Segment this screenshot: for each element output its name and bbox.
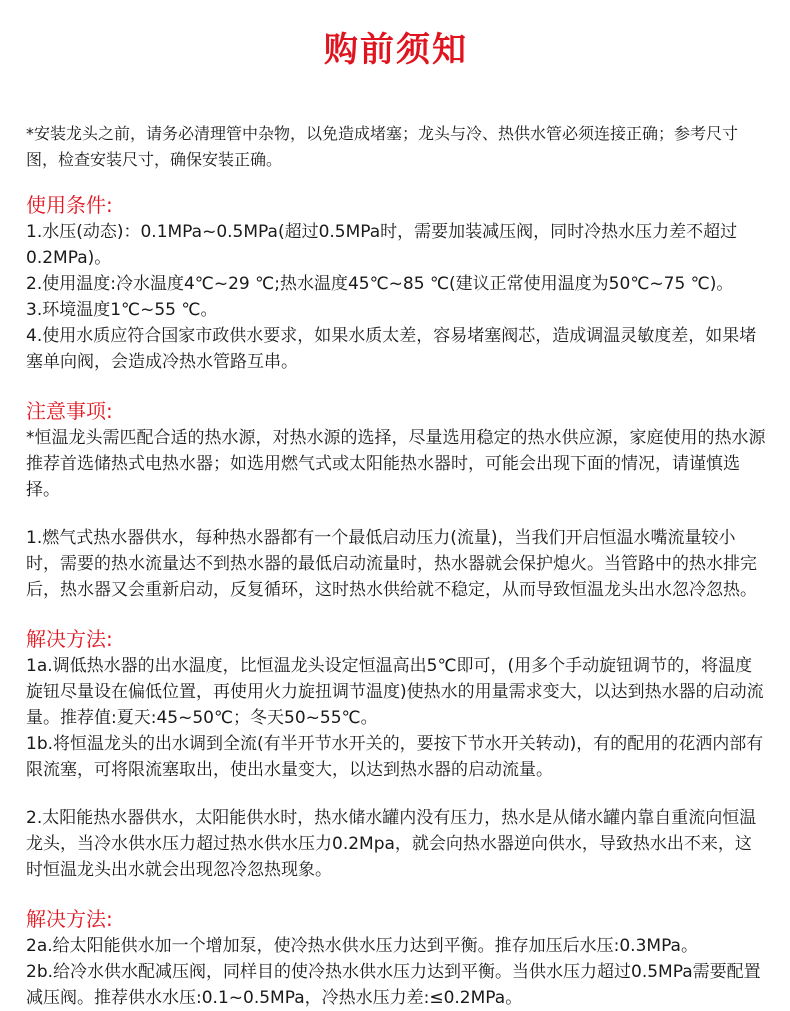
page-title: 购前须知 bbox=[324, 30, 468, 70]
usage-item: 4.使用水质应符合国家市政供水要求，如果水质太差，容易堵塞阀芯，造成调温灵敏度差，如果堵塞单向阀，会造成冷热水管路互串。 bbox=[26, 326, 757, 372]
usage-item: 3.环境温度1℃~55 ℃。 bbox=[26, 300, 218, 320]
notes-intro: *恒温龙头需匹配合适的热水源，对热水源的选择，尽量选用稳定的热水供应源，家庭使用的热水源推荐首选储热式电热水器；如选用燃气式或太阳能热水器时，可能会出现下面的情况，请谨慎选择。 bbox=[26, 428, 766, 500]
usage-heading: 使用条件: bbox=[26, 193, 113, 217]
solution1-heading: 解决方法: bbox=[26, 627, 113, 651]
solution2-item: 2b.给冷水供水配减压阀，同样目的使冷热水供水压力达到平衡。当供水压力超过0.5MPa需要配置减压阀。推荐供水水压:0.1~0.5MPa，冷热水压力差:≤0.2MPa。 bbox=[26, 962, 761, 1008]
solution2-heading: 解决方法: bbox=[26, 907, 113, 931]
usage-item: 1.水压(动态)：0.1MPa~0.5MPa(超过0.5MPa时，需要加装减压阀，同时冷热水压力差不超过0.2MPa)。 bbox=[26, 222, 738, 268]
notes-case-gas: 1.燃气式热水器供水，每种热水器都有一个最低启动压力(流量)，当我们开启恒温水嘴流量较小时，需要的热水流量达不到热水器的最低启动流量时，热水器就会保护熄火。当管路中的热水排完后，热水器又会重新启动，反复循环，这时热水供给就不稳定，从而导致恒温龙头出水忽冷忽热。 bbox=[26, 528, 757, 600]
intro-paragraph: *安装龙头之前，请务必清理管中杂物，以免造成堵塞；龙头与冷、热供水管必须连接正确；参考尺寸图，检查安装尺寸，确保安装正确。 bbox=[26, 124, 739, 169]
usage-item: 2.使用温度:冷水温度4℃~29 ℃;热水温度45℃~85 ℃(建议正常使用温度为50℃~75 ℃)。 bbox=[26, 274, 734, 294]
solution2-item: 2a.给太阳能供水加一个增加泵，使冷热水供水压力达到平衡。推存加压后水压:0.3MPa。 bbox=[26, 936, 698, 956]
notes-heading: 注意事项: bbox=[26, 399, 113, 423]
solution1-item: 1b.将恒温龙头的出水调到全流(有半开节水开关的，要按下节水开关转动)，有的配用的花洒内部有限流塞，可将限流塞取出，使出水量变大，以达到热水器的启动流量。 bbox=[26, 734, 764, 780]
solution1-item: 1a.调低热水器的出水温度，比恒温龙头设定恒温高出5℃即可，(用多个手动旋钮调节的，将温度旋钮尽量设在偏低位置，再使用火力旋扭调节温度)使热水的用量需求变大，以达到热水器的启动流量。推荐值:夏天:45~50℃；冬天50~55℃。 bbox=[26, 656, 764, 728]
notes-case-solar: 2.太阳能热水器供水，太阳能供水时，热水储水罐内没有压力，热水是从储水罐内靠自重流向恒温龙头，当冷水供水压力超过热水供水压力0.2Mpa，就会向热水器逆向供水，导致热水出不来，这时恒温龙头出水就会出现忽冷忽热现象。 bbox=[26, 808, 757, 880]
